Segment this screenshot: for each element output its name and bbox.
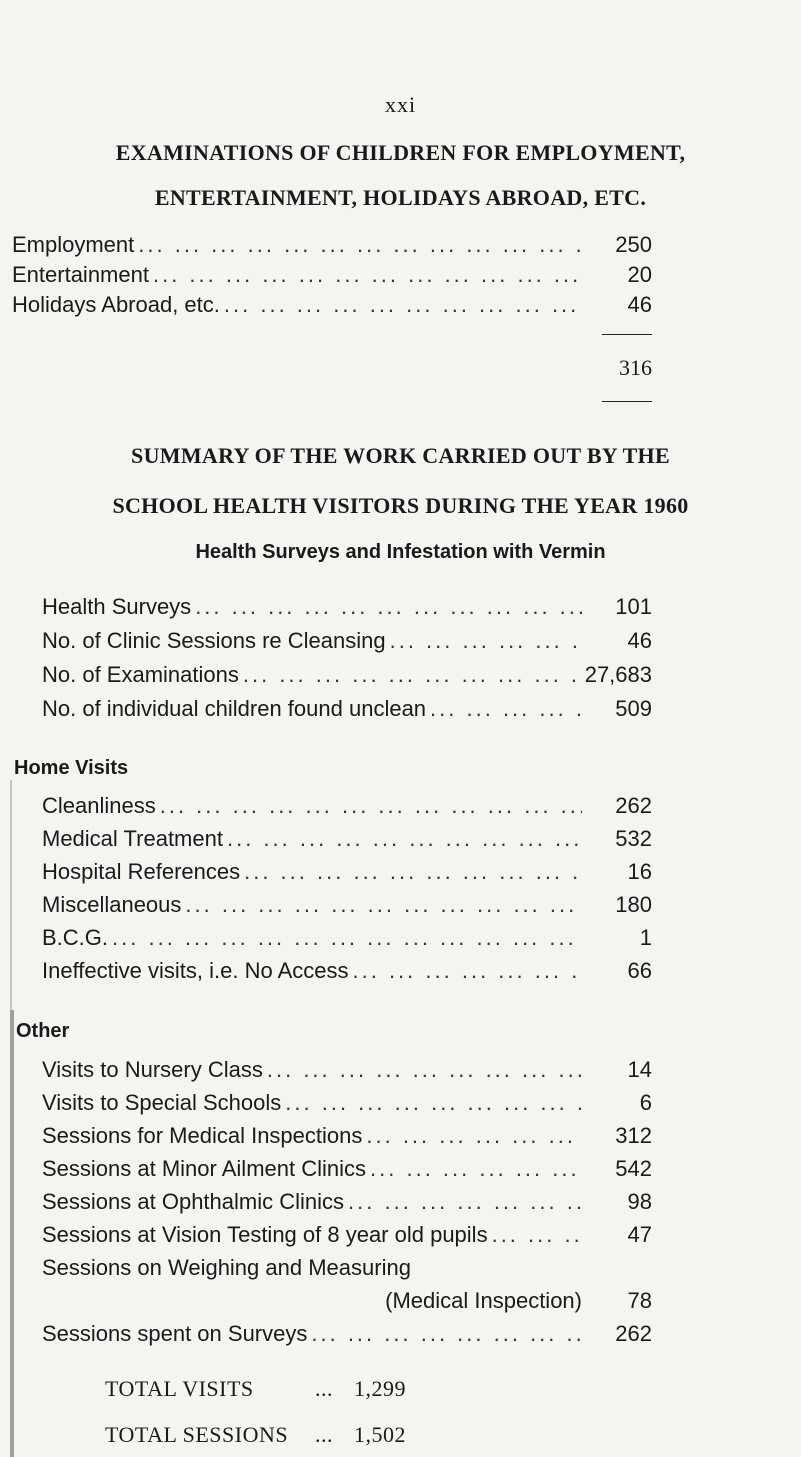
dot-leader [181, 892, 582, 918]
table-row [42, 696, 652, 722]
table-row [42, 1222, 652, 1248]
dot-leader [307, 1321, 582, 1347]
row-label: No. of individual children found unclean [42, 696, 427, 721]
table-row [42, 1321, 652, 1347]
table-row [42, 1189, 652, 1215]
row-label: Hospital References [42, 859, 241, 884]
row-value: 14 [627, 1057, 652, 1082]
row-label: Sessions at Vision Testing of 8 year old pupils [42, 1222, 488, 1247]
table-row [42, 628, 652, 654]
row-label: No. of Clinic Sessions re Cleansing [42, 628, 386, 653]
summary-heading-line1: SUMMARY OF THE WORK CARRIED OUT BY THE [131, 443, 670, 468]
table-row [42, 859, 652, 885]
weighing-label-line1: Sessions on Weighing and Measuring [42, 1255, 411, 1280]
total-visits-leader: ... [315, 1376, 333, 1401]
row-label: Visits to Special Schools [42, 1090, 282, 1115]
dot-leader [191, 594, 582, 620]
row-value: 101 [615, 594, 652, 619]
row-value: 16 [627, 859, 652, 884]
table-row [42, 958, 652, 984]
table-row [42, 1057, 652, 1083]
row-label: Sessions at Minor Ailment Clinics [42, 1156, 367, 1181]
row-value: 509 [615, 696, 652, 721]
table-row [42, 1123, 652, 1149]
dot-leader [281, 1090, 582, 1116]
home-visits-title: Home Visits [14, 757, 129, 779]
total-visits-label: TOTAL VISITS [105, 1376, 254, 1401]
employment-heading-line1: EXAMINATIONS OF CHILDREN FOR EMPLOYMENT, [115, 140, 686, 165]
table-row [42, 925, 652, 951]
row-label: Ineffective visits, i.e. No Access [42, 958, 349, 983]
dot-leader [344, 1189, 582, 1215]
dot-leader [349, 958, 583, 984]
table-row [42, 662, 652, 688]
margin-shadow-line [10, 1010, 14, 1457]
dot-leader [386, 628, 582, 654]
total-value: 316 [619, 355, 652, 380]
row-value: 312 [615, 1123, 652, 1148]
row-label: Holidays Abroad, etc. [12, 292, 220, 317]
row-label: Sessions spent on Surveys [42, 1321, 308, 1346]
row-value: 66 [627, 958, 652, 983]
table-row [12, 262, 652, 288]
row-label: Visits to Nursery Class [42, 1057, 263, 1082]
summary-heading-line2: SCHOOL HEALTH VISITORS DURING THE YEAR 1960 [112, 493, 689, 518]
row-value: 542 [615, 1156, 652, 1181]
subtotal-rule [602, 334, 652, 335]
row-label: No. of Examinations [42, 662, 239, 687]
dot-leader [240, 859, 582, 885]
row-value: 46 [627, 628, 652, 653]
row-label: Employment [12, 232, 135, 257]
weighing-label-line2: (Medical Inspection) [385, 1288, 582, 1313]
row-value: 1 [639, 925, 652, 950]
total-rule [602, 401, 652, 402]
dot-leader [223, 826, 582, 852]
dot-leader [488, 1222, 582, 1248]
row-label: B.C.G. [42, 925, 109, 950]
row-value: 78 [627, 1288, 652, 1313]
table-row [42, 1090, 652, 1116]
dot-leader [362, 1123, 582, 1149]
row-label: Health Surveys [42, 594, 192, 619]
row-value: 532 [615, 826, 652, 851]
table-row [42, 1156, 652, 1182]
summary-subheading: Health Surveys and Infestation with Vermin [195, 541, 606, 563]
row-label: Sessions for Medical Inspections [42, 1123, 363, 1148]
row-value: 27,683 [584, 662, 652, 687]
row-value: 180 [615, 892, 652, 917]
dot-leader [108, 925, 582, 951]
total-sessions-value: 1,502 [354, 1422, 406, 1447]
table-row [12, 232, 652, 258]
table-row [280, 1288, 652, 1314]
total-sessions-leader: ... [315, 1422, 333, 1447]
dot-leader [366, 1156, 582, 1182]
employment-total [560, 355, 652, 381]
row-value: 46 [627, 292, 652, 317]
dot-leader [149, 262, 582, 288]
dot-leader [263, 1057, 582, 1083]
table-row [12, 292, 652, 318]
table-row [42, 793, 652, 819]
margin-shadow-line [10, 780, 12, 1010]
row-value: 262 [615, 793, 652, 818]
other-title: Other [16, 1020, 70, 1042]
row-label: Medical Treatment [42, 826, 223, 851]
page-number: xxi [384, 92, 417, 117]
row-value: 250 [615, 232, 652, 257]
table-row [42, 892, 652, 918]
employment-heading-line2: ENTERTAINMENT, HOLIDAYS ABROAD, ETC. [154, 185, 647, 210]
row-label: Cleanliness [42, 793, 156, 818]
table-row [42, 594, 652, 620]
row-value: 47 [627, 1222, 652, 1247]
dot-leader [156, 793, 582, 819]
dot-leader [239, 662, 582, 688]
dot-leader [134, 232, 582, 258]
table-row [42, 826, 652, 852]
row-value: 262 [615, 1321, 652, 1346]
row-label: Sessions at Ophthalmic Clinics [42, 1189, 345, 1214]
total-visits-value: 1,299 [354, 1376, 406, 1401]
total-sessions-label: TOTAL SESSIONS [105, 1422, 289, 1447]
dot-leader [220, 292, 582, 318]
row-value: 98 [627, 1189, 652, 1214]
row-label: Entertainment [12, 262, 149, 287]
row-label: Miscellaneous [42, 892, 182, 917]
row-value: 20 [627, 262, 652, 287]
dot-leader [426, 696, 582, 722]
row-value: 6 [639, 1090, 652, 1115]
